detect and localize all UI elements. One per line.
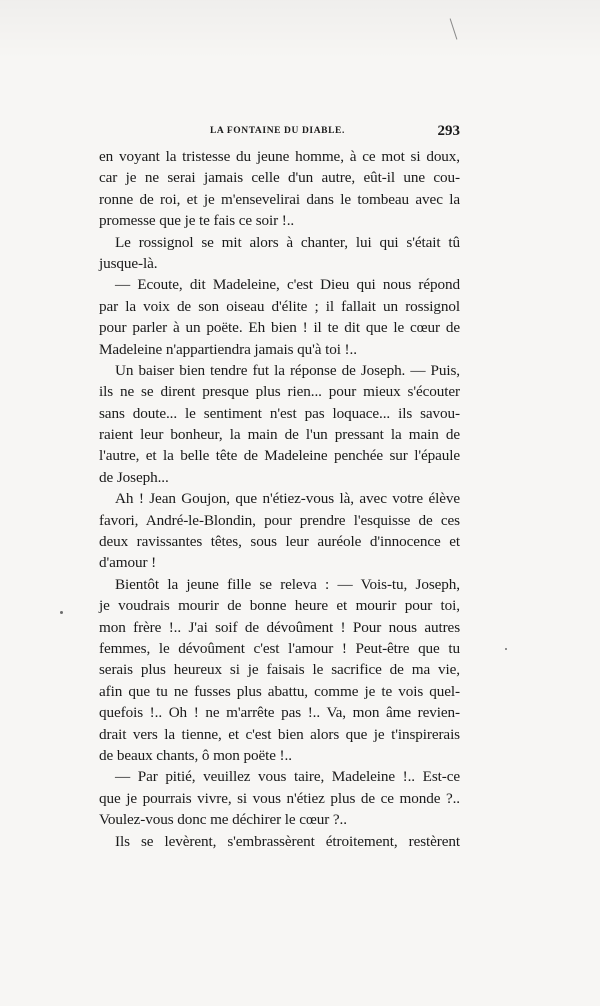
text-line: que je pourrais vivre, si vous n'étiez plus de ce monde ?.. [99, 789, 460, 807]
text-line: Le rossignol se mit alors à chanter, lui qui s'était tû [115, 233, 460, 251]
text-line: raient leur bonheur, la main de l'un pressant la main de [99, 426, 460, 444]
text-line: d'amour ! [99, 554, 157, 572]
text-line: ronne de roi, et je m'ensevelirai dans le tombeau avec la [99, 190, 460, 208]
text-line: en voyant la tristesse du jeune homme, à ce mot si doux, [99, 148, 460, 165]
text-line: Ah ! Jean Goujon, que n'étiez-vous là, avec votre élève [115, 490, 460, 508]
running-title: LA FONTAINE DU DIABLE. [210, 126, 345, 136]
text-line: serais plus heureux si je faisais le sacrifice de ma vie, [99, 661, 460, 679]
text-line: — Ecoute, dit Madeleine, c'est Dieu qui nous répond [115, 276, 460, 294]
body-text [99, 146, 460, 852]
text-line: par la voix de son oiseau d'élite ; il fallait un rossignol [99, 297, 460, 315]
page-number: 293 [437, 123, 460, 139]
text-line: Ils se levèrent, s'embrassèrent étroitement, restèrent [115, 832, 460, 850]
text-line: promesse que je te fais ce soir !.. [99, 212, 295, 230]
text-line: ils ne se dirent presque plus rien... pour mieux s'écouter [99, 383, 460, 401]
text-line: afin que tu ne fusses plus abattu, comme je te vois quel- [99, 682, 460, 700]
text-line: Un baiser bien tendre fut la réponse de Joseph. — Puis, [115, 361, 460, 379]
text-line: — Par pitié, veuillez vous taire, Madeleine !.. Est-ce [115, 768, 460, 786]
text-line: Voulez-vous donc me déchirer le cœur ?.. [99, 811, 347, 829]
text-line: drait vers la tienne, et c'est bien alors que je t'inspirerais [99, 725, 460, 743]
text-line: jusque-là. [99, 254, 158, 272]
text-line: pour parler à un poëte. Eh bien ! il te dit que le cœur de [99, 319, 460, 337]
text-line: deux ravissantes têtes, sous leur auréole d'innocence et [99, 533, 460, 551]
text-line: de Joseph... [99, 468, 169, 486]
text-line: quefois !.. Oh ! ne m'arrête pas !.. Va, mon âme revien- [99, 704, 460, 722]
text-line: favori, André-le-Blondin, pour prendre l'esquisse de ces [99, 511, 460, 529]
running-head [100, 123, 460, 143]
text-line: mon frère !.. J'ai soif de dévoûment ! Pour nous autres [99, 618, 460, 636]
text-line: sans doute... le sentiment n'est pas loquace... ils savou- [99, 404, 460, 422]
scan-show-through [0, 0, 600, 60]
text-line: car je ne serai jamais celle d'un autre, eût-il une cou- [99, 169, 460, 187]
text-line: de beaux chants, ô mon poëte !.. [99, 746, 292, 764]
text-line: Madeleine n'appartiendra jamais qu'à toi !.. [99, 340, 357, 358]
text-line: l'autre, et la belle tête de Madeleine penchée sur l'épaule [99, 447, 460, 465]
ink-fleck [60, 611, 63, 614]
text-line: femmes, le dévoûment c'est l'amour ! Peut-être que tu [99, 639, 460, 657]
ink-fleck [505, 648, 507, 650]
text-line: je voudrais mourir de bonne heure et mourir pour toi, [99, 597, 460, 615]
text-line: Bientôt la jeune fille se releva : — Vois-tu, Joseph, [115, 575, 460, 593]
